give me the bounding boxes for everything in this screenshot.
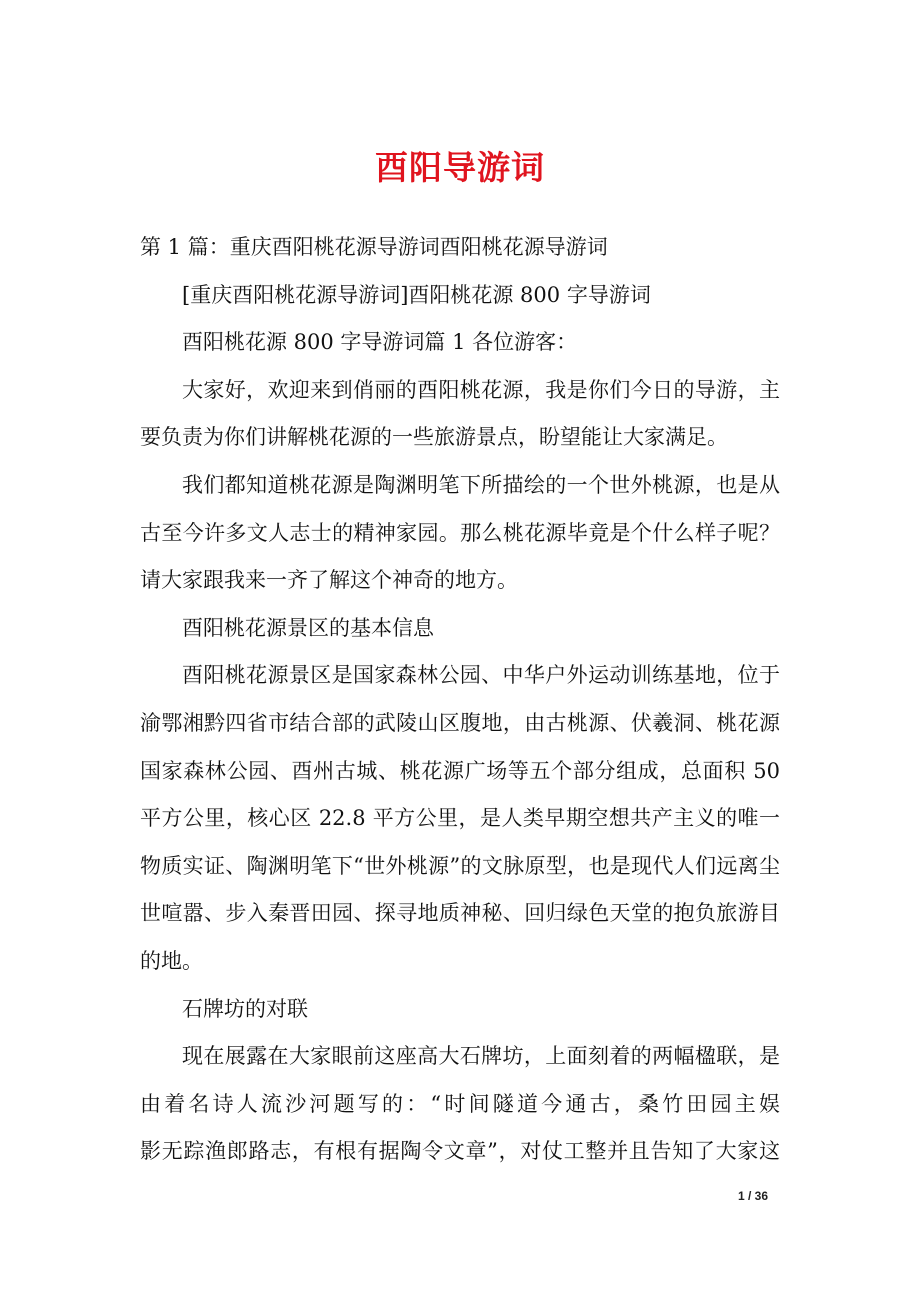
text-line: 国家森林公园、酉州古城、桃花源广场等五个部分组成，总面积 50 bbox=[140, 758, 780, 783]
document-body bbox=[140, 224, 780, 1176]
document-title: 酉阳导游词 bbox=[375, 148, 545, 187]
text-line: 第 1 篇：重庆酉阳桃花源导游词酉阳桃花源导游词 bbox=[140, 235, 608, 259]
text-line: 石牌坊的对联 bbox=[182, 996, 308, 1021]
text-line: 我们都知道桃花源是陶渊明笔下所描绘的一个世外桃源，也是从 bbox=[182, 472, 780, 497]
text-line: 古至今许多文人志士的精神家园。那么桃花源毕竟是个什么样子呢？ bbox=[140, 520, 780, 545]
text-line: 酉阳桃花源 800 字导游词篇 1 各位游客： bbox=[182, 330, 578, 355]
text-line: 酉阳桃花源景区是国家森林公园、中华户外运动训练基地，位于 bbox=[182, 663, 780, 688]
text-line: 酉阳桃花源景区的基本信息 bbox=[182, 615, 434, 640]
text-line: 大家好，欢迎来到俏丽的酉阳桃花源，我是你们今日的导游，主 bbox=[182, 377, 780, 402]
text-line: 要负责为你们讲解桃花源的一些旅游景点，盼望能让大家满足。 bbox=[140, 425, 728, 450]
text-line: [重庆酉阳桃花源导游词]酉阳桃花源 800 字导游词 bbox=[182, 282, 651, 307]
text-line: 的地。 bbox=[140, 948, 203, 973]
text-line: 请大家跟我来一齐了解这个神奇的地方。 bbox=[140, 568, 518, 593]
text-line: 现在展露在大家眼前这座高大石牌坊，上面刻着的两幅楹联，是 bbox=[182, 1044, 780, 1069]
text-line: 平方公里，核心区 22.8 平方公里，是人类早期空想共产主义的唯一 bbox=[140, 806, 780, 831]
text-line: 由着名诗人流沙河题写的：“时间隧道今通古，桑竹田园主娱 bbox=[140, 1091, 780, 1116]
text-line: 渝鄂湘黔四省市结合部的武陵山区腹地，由古桃源、伏羲洞、桃花源 bbox=[140, 710, 780, 735]
text-line: 物质实证、陶渊明笔下“世外桃源”的文脉原型，也是现代人们远离尘 bbox=[140, 853, 780, 878]
text-line: 世喧嚣、步入秦晋田园、探寻地质神秘、回归绿色天堂的抱负旅游目 bbox=[140, 901, 780, 926]
text-line: 影无踪渔郎路志，有根有据陶令文章”，对仗工整并且告知了大家这 bbox=[140, 1139, 780, 1164]
page-number: 1 / 36 bbox=[738, 1189, 769, 1203]
